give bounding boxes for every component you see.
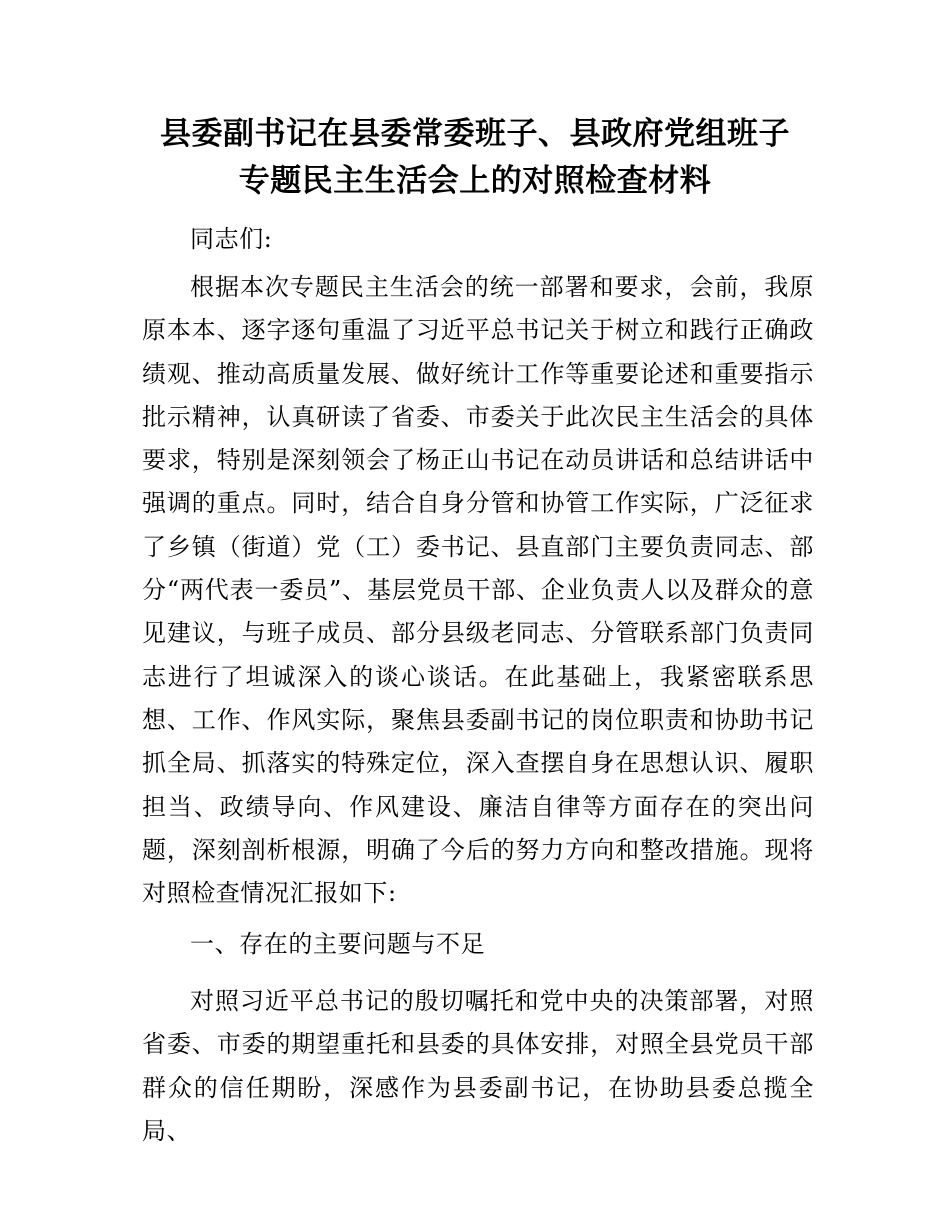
section-heading: 一、存在的主要问题与不足 xyxy=(190,930,486,958)
paragraph-problems: 对照习近平总书记的殷切嘱托和党中央的决策部署，对照省委、市委的期望重托和县委的具体安排，对照全县党员干部群众的信任期盼，深感作为县委副书记，在协助县委总揽全局、 xyxy=(142,987,814,1145)
salutation: 同志们: xyxy=(190,225,273,253)
document-title-line-2: 专题民主生活会上的对照检查材料 xyxy=(238,163,712,199)
document-title-line-1: 县委副书记在县委常委班子、县政府党组班子 xyxy=(160,116,790,152)
paragraph-intro: 根据本次专题民主生活会的统一部署和要求，会前，我原原本本、逐字逐句重温了习近平总书记关于树立和践行正确政绩观、推动高质量发展、做好统计工作等重要论述和重要指示批示精神，认真研读了省委、市委关于此次民主生活会的具体要求，特别是深刻领会了杨正山书记在动员讲话和总结讲话中强调的重点。同时，结合自身分管和协管工作实际，广泛征求了乡镇（街道）党（工）委书记、县直部门主要负责同志、部分“两代表一委员”、基层党员干部、企业负责人以及群众的意见建议，与班子成员、部分县级老同志、分管联系部门负责同志进行了坦诚深入的谈心谈话。在此基础上，我紧密联系思想、工作、作风实际，聚焦县委副书记的岗位职责和协助书记抓全局、抓落实的特殊定位，深入查摆自身在思想认识、履职担当、政绩导向、作风建设、廉洁自律等方面存在的突出问题，深刻剖析根源，明确了今后的努力方向和整改措施。现将对照检查情况汇报如下: xyxy=(142,273,814,908)
